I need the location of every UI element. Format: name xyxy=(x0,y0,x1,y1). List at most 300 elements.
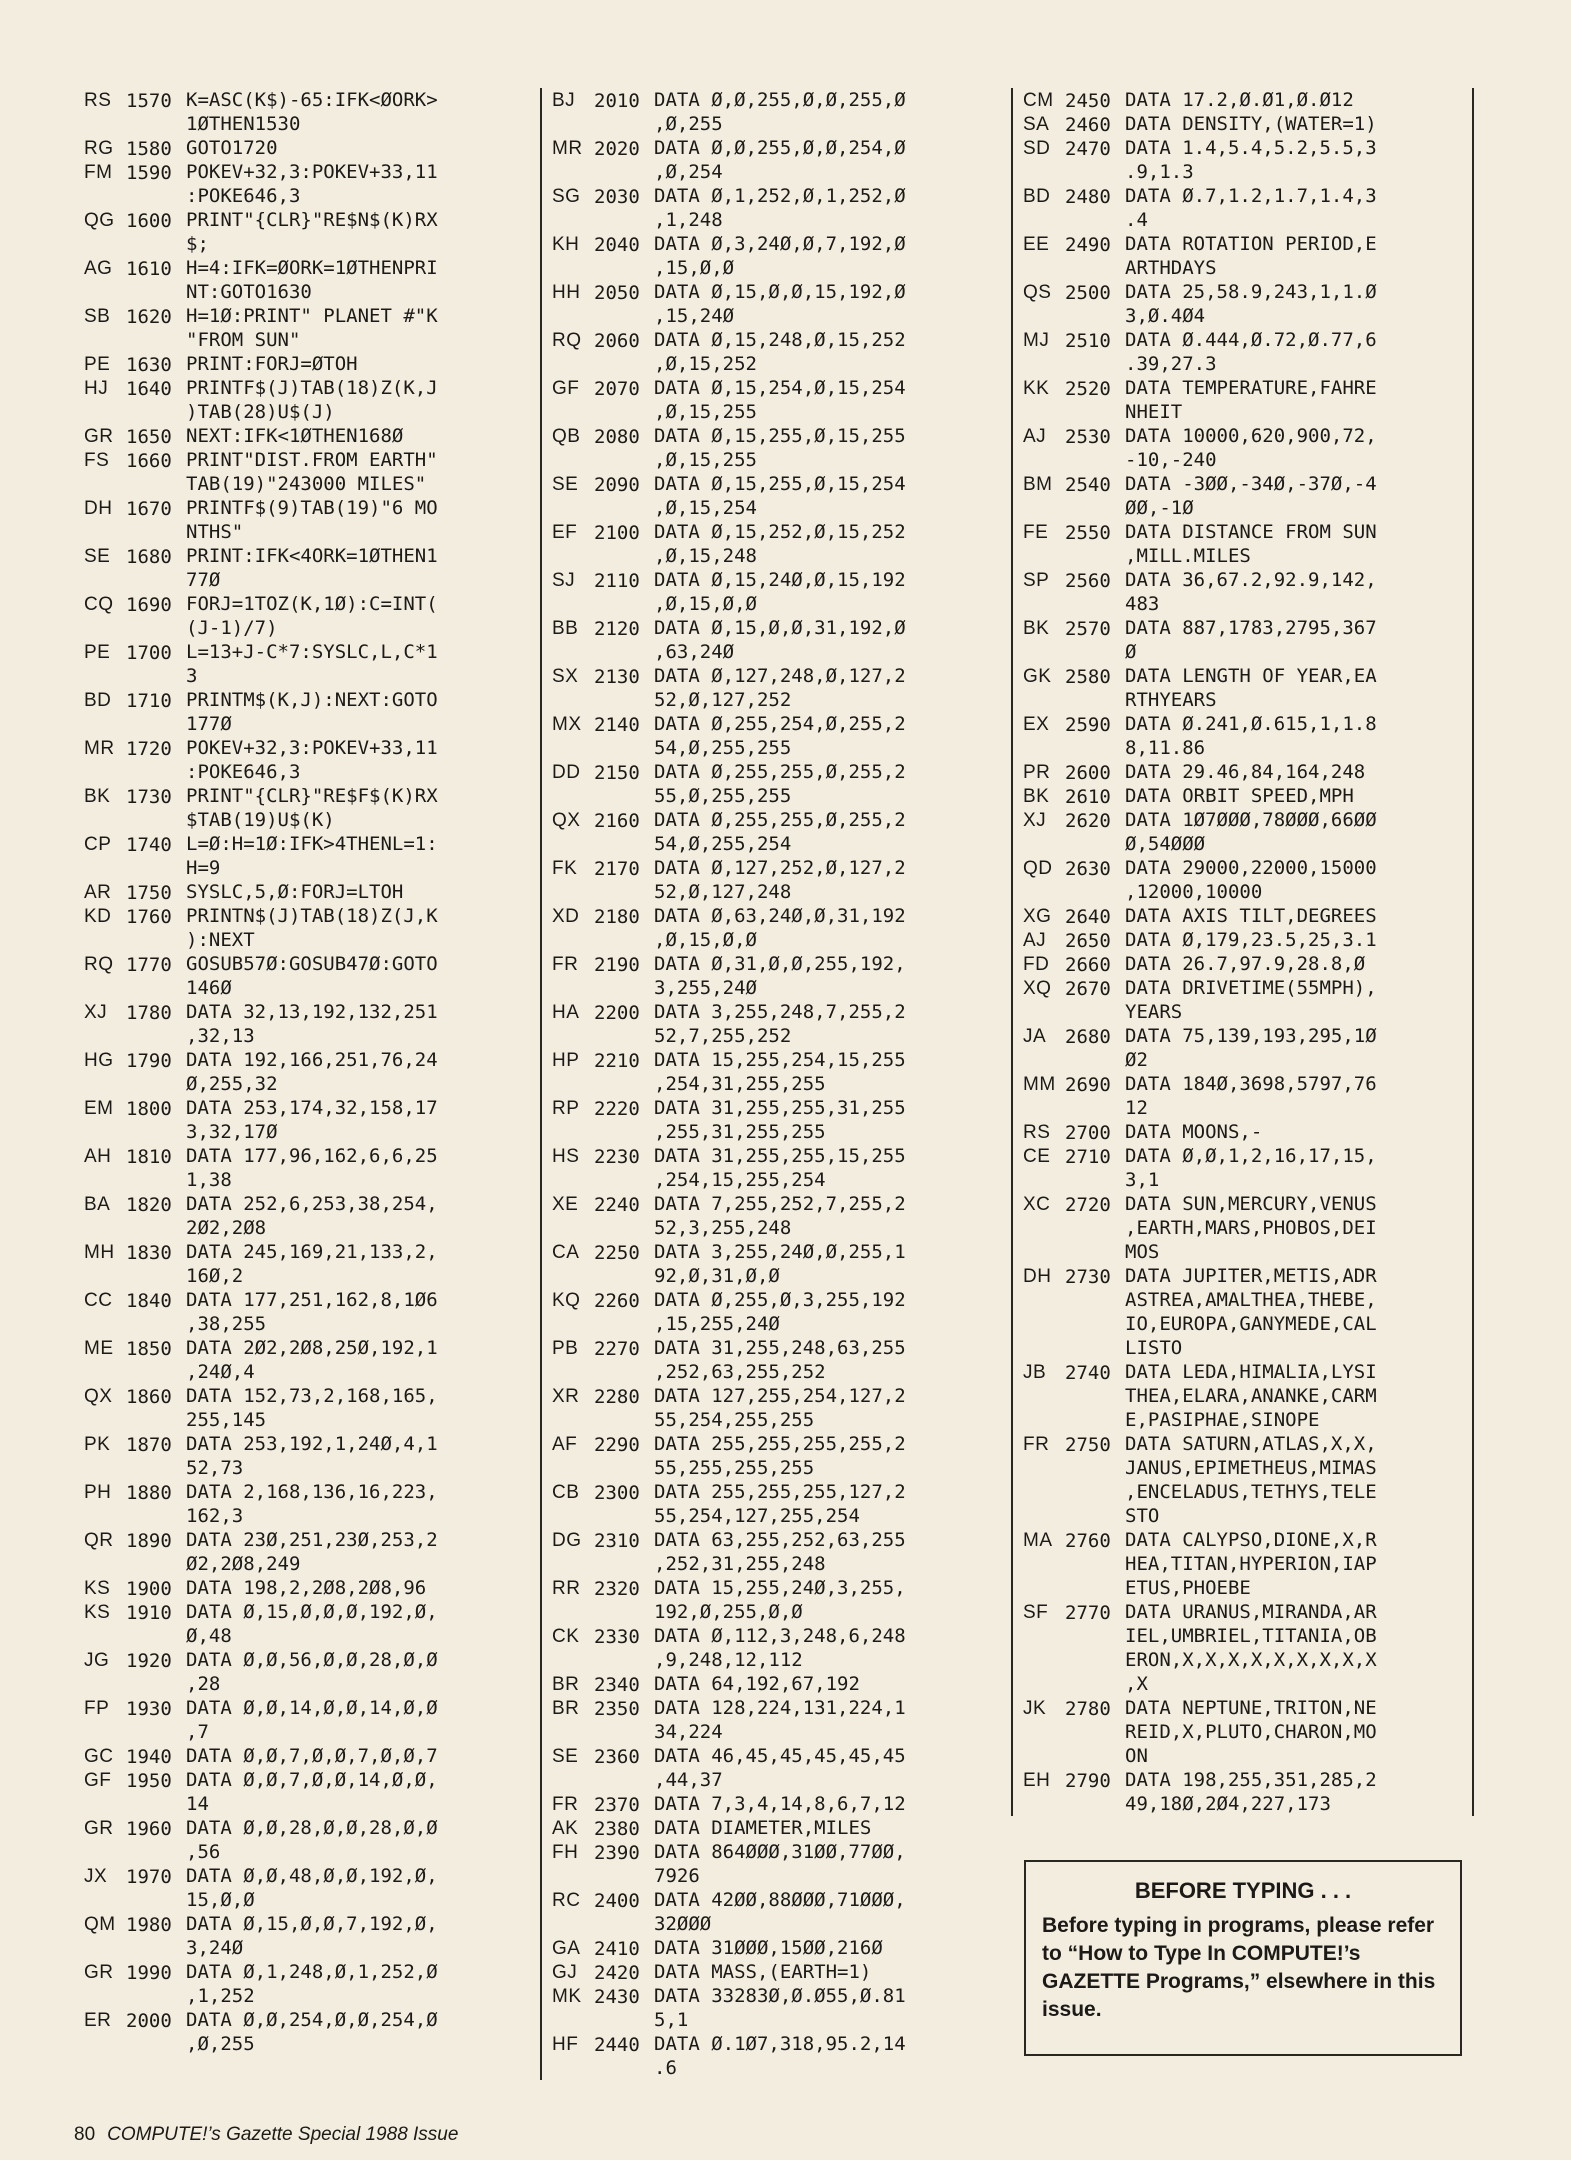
line-number: 1760 xyxy=(126,906,172,928)
basic-statement: PRINT:IFK<4ORK=1ØTHEN1 77Ø xyxy=(186,545,438,591)
program-line xyxy=(542,1432,1013,1480)
program-line xyxy=(1013,664,1472,712)
line-number: 1860 xyxy=(126,1386,172,1408)
program-line xyxy=(74,1480,544,1528)
checksum-code: GC xyxy=(84,1746,114,1767)
checksum-code: HP xyxy=(552,1050,580,1071)
basic-statement: DATA Ø,112,3,248,6,248 ,9,248,12,112 xyxy=(654,1625,906,1671)
program-line xyxy=(542,1936,1013,1960)
program-line xyxy=(1013,376,1472,424)
checksum-code: HG xyxy=(84,1050,114,1071)
basic-statement: PRINTF$(9)TAB(19)"6 MO NTHS" xyxy=(186,497,438,543)
basic-statement: DATA 46,45,45,45,45,45 ,44,37 xyxy=(654,1745,906,1791)
program-line xyxy=(1013,1696,1472,1768)
checksum-code: SX xyxy=(552,666,579,687)
line-number: 2630 xyxy=(1065,858,1111,880)
basic-statement: DATA Ø,15,248,Ø,15,252 ,Ø,15,252 xyxy=(654,329,906,375)
listing-column-1 xyxy=(74,88,544,2056)
program-line xyxy=(542,472,1013,520)
basic-statement: DATA 177,251,162,8,1Ø6 ,38,255 xyxy=(186,1289,438,1335)
basic-statement: DATA CALYPSO,DIONE,X,R HEA,TITAN,HYPERION,IAP ETUS,PHOEBE xyxy=(1125,1529,1377,1599)
basic-statement: DATA 198,255,351,285,2 49,18Ø,2Ø4,227,173 xyxy=(1125,1769,1377,1815)
basic-statement: DATA 31ØØØ,15ØØ,216Ø xyxy=(654,1937,883,1959)
line-number: 2610 xyxy=(1065,786,1111,808)
line-number: 2440 xyxy=(594,2034,640,2056)
program-line xyxy=(74,88,544,136)
program-line xyxy=(1013,280,1472,328)
basic-statement: DATA Ø,Ø,48,Ø,Ø,192,Ø, 15,Ø,Ø xyxy=(186,1865,438,1911)
checksum-code: QM xyxy=(84,1914,116,1935)
line-number: 2390 xyxy=(594,1842,640,1864)
program-line xyxy=(74,352,544,376)
line-number: 1780 xyxy=(126,1002,172,1024)
basic-statement: DATA SUN,MERCURY,VENUS ,EARTH,MARS,PHOBOS,DEI MOS xyxy=(1125,1193,1377,1263)
line-number: 1580 xyxy=(126,138,172,160)
checksum-code: XE xyxy=(552,1194,579,1215)
program-line xyxy=(74,1864,544,1912)
basic-statement: DATA Ø,255,Ø,3,255,192 ,15,255,24Ø xyxy=(654,1289,906,1335)
checksum-code: PH xyxy=(84,1482,112,1503)
basic-statement: DATA 1.4,5.4,5.2,5.5,3 .9,1.3 xyxy=(1125,137,1377,183)
line-number: 2270 xyxy=(594,1338,640,1360)
basic-statement: DATA 253,192,1,24Ø,4,1 52,73 xyxy=(186,1433,438,1479)
line-number: 2090 xyxy=(594,474,640,496)
checksum-code: HJ xyxy=(84,378,109,399)
checksum-code: EF xyxy=(552,522,578,543)
program-line xyxy=(542,1696,1013,1744)
basic-statement: GOTO1720 xyxy=(186,137,278,159)
program-line xyxy=(1013,1432,1472,1528)
checksum-code: JG xyxy=(84,1650,110,1671)
basic-statement: DATA ROTATION PERIOD,E ARTHDAYS xyxy=(1125,233,1377,279)
program-line xyxy=(542,1672,1013,1696)
basic-statement: DATA Ø,15,255,Ø,15,255 ,Ø,15,255 xyxy=(654,425,906,471)
basic-statement: DATA Ø,1,248,Ø,1,252,Ø ,1,252 xyxy=(186,1961,438,2007)
checksum-code: GR xyxy=(84,1818,114,1839)
basic-statement: DATA 3,255,24Ø,Ø,255,1 92,Ø,31,Ø,Ø xyxy=(654,1241,906,1287)
basic-statement: PRINT:FORJ=ØTOH xyxy=(186,353,358,375)
line-number: 2490 xyxy=(1065,234,1111,256)
listing-column-3 xyxy=(1011,88,1474,1816)
line-number: 2350 xyxy=(594,1698,640,1720)
basic-statement: DATA 31,255,248,63,255 ,252,63,255,252 xyxy=(654,1337,906,1383)
program-line xyxy=(542,904,1013,952)
line-number: 2590 xyxy=(1065,714,1111,736)
basic-statement: DATA URANUS,MIRANDA,AR IEL,UMBRIEL,TITANIA,OB ERON,X,X,X,X,X,X,X,X,X ,X xyxy=(1125,1601,1377,1695)
checksum-code: HA xyxy=(552,1002,580,1023)
program-line xyxy=(74,496,544,544)
basic-statement: L=Ø:H=1Ø:IFK>4THENL=1: H=9 xyxy=(186,833,438,879)
line-number: 1970 xyxy=(126,1866,172,1888)
program-line xyxy=(542,184,1013,232)
line-number: 2510 xyxy=(1065,330,1111,352)
line-number: 2640 xyxy=(1065,906,1111,928)
checksum-code: XQ xyxy=(1023,978,1052,999)
before-typing-title: BEFORE TYPING . . . xyxy=(1134,1878,1352,1903)
program-line xyxy=(74,1384,544,1432)
basic-statement: DATA 127,255,254,127,2 55,254,255,255 xyxy=(654,1385,906,1431)
line-number: 2130 xyxy=(594,666,640,688)
checksum-code: BD xyxy=(1023,186,1051,207)
checksum-code: DD xyxy=(552,762,581,783)
checksum-code: FD xyxy=(1023,954,1050,975)
checksum-code: KS xyxy=(84,1602,111,1623)
checksum-code: RC xyxy=(552,1890,581,1911)
program-line xyxy=(542,616,1013,664)
program-line xyxy=(1013,616,1472,664)
checksum-code: MR xyxy=(84,738,115,759)
program-line xyxy=(542,664,1013,712)
program-line xyxy=(1013,1360,1472,1432)
basic-statement: L=13+J-C*7:SYSLC,L,C*1 3 xyxy=(186,641,438,687)
publication-title: COMPUTE!’s Gazette Special 1988 Issue xyxy=(107,2124,459,2145)
program-line xyxy=(74,448,544,496)
basic-statement: DATA Ø,Ø,56,Ø,Ø,28,Ø,Ø ,28 xyxy=(186,1649,438,1695)
line-number: 1900 xyxy=(126,1578,172,1600)
program-line xyxy=(74,832,544,880)
program-line xyxy=(1013,232,1472,280)
program-line xyxy=(542,808,1013,856)
line-number: 2500 xyxy=(1065,282,1111,304)
basic-statement: DATA MOONS,- xyxy=(1125,1121,1263,1143)
checksum-code: RP xyxy=(552,1098,580,1119)
basic-statement: DATA DISTANCE FROM SUN ,MILL.MILES xyxy=(1125,521,1377,567)
basic-statement: DATA Ø,15,252,Ø,15,252 ,Ø,15,248 xyxy=(654,521,906,567)
checksum-code: SD xyxy=(1023,138,1051,159)
checksum-code: RQ xyxy=(552,330,582,351)
program-line xyxy=(542,1960,1013,1984)
checksum-code: BK xyxy=(84,786,111,807)
program-line xyxy=(74,376,544,424)
checksum-code: XJ xyxy=(84,1002,108,1023)
line-number: 2370 xyxy=(594,1794,640,1816)
program-line xyxy=(1013,1528,1472,1600)
basic-statement: NEXT:IFK<1ØTHEN168Ø xyxy=(186,425,404,447)
basic-statement: DATA Ø,3,24Ø,Ø,7,192,Ø ,15,Ø,Ø xyxy=(654,233,906,279)
checksum-code: QD xyxy=(1023,858,1053,879)
line-number: 2450 xyxy=(1065,90,1111,112)
basic-statement: POKEV+32,3:POKEV+33,11 :POKE646,3 xyxy=(186,737,438,783)
checksum-code: AR xyxy=(84,882,112,903)
program-line xyxy=(1013,472,1472,520)
line-number: 2020 xyxy=(594,138,640,160)
checksum-code: QX xyxy=(552,810,581,831)
basic-statement: DATA 2Ø2,2Ø8,25Ø,192,1 ,24Ø,4 xyxy=(186,1337,438,1383)
checksum-code: PB xyxy=(552,1338,579,1359)
checksum-code: EX xyxy=(1023,714,1050,735)
basic-statement: DATA Ø,15,255,Ø,15,254 ,Ø,15,254 xyxy=(654,473,906,519)
program-line xyxy=(542,1984,1013,2032)
line-number: 2560 xyxy=(1065,570,1111,592)
checksum-code: KS xyxy=(84,1578,111,1599)
checksum-code: AJ xyxy=(1023,930,1047,951)
basic-statement: DATA Ø.241,Ø.615,1,1.8 8,11.86 xyxy=(1125,713,1377,759)
line-number: 2360 xyxy=(594,1746,640,1768)
program-line xyxy=(1013,952,1472,976)
checksum-code: PE xyxy=(84,354,111,375)
checksum-code: BD xyxy=(84,690,112,711)
checksum-code: QB xyxy=(552,426,581,447)
basic-statement: DATA Ø,15,24Ø,Ø,15,192 ,Ø,15,Ø,Ø xyxy=(654,569,906,615)
line-number: 1870 xyxy=(126,1434,172,1456)
checksum-code: PK xyxy=(84,1434,111,1455)
line-number: 2200 xyxy=(594,1002,640,1024)
program-line xyxy=(74,1240,544,1288)
program-line xyxy=(74,256,544,304)
checksum-code: FS xyxy=(84,450,110,471)
checksum-code: RQ xyxy=(84,954,114,975)
basic-statement: DATA SATURN,ATLAS,X,X, JANUS,EPIMETHEUS,MIMAS ,ENCELADUS,TETHYS,TELE STO xyxy=(1125,1433,1377,1527)
basic-statement: DATA 7,255,252,7,255,2 52,3,255,248 xyxy=(654,1193,906,1239)
basic-statement: DATA 255,255,255,127,2 55,254,127,255,254 xyxy=(654,1481,906,1527)
program-line xyxy=(74,1096,544,1144)
line-number: 1700 xyxy=(126,642,172,664)
checksum-code: DG xyxy=(552,1530,582,1551)
line-number: 2120 xyxy=(594,618,640,640)
line-number: 2280 xyxy=(594,1386,640,1408)
basic-statement: SYSLC,5,Ø:FORJ=LTOH xyxy=(186,881,404,903)
basic-statement: H=1Ø:PRINT" PLANET #"K "FROM SUN" xyxy=(186,305,438,351)
basic-statement: DATA Ø,Ø,7,Ø,Ø,14,Ø,Ø, 14 xyxy=(186,1769,438,1815)
checksum-code: FR xyxy=(552,1794,579,1815)
checksum-code: MH xyxy=(84,1242,115,1263)
line-number: 2400 xyxy=(594,1890,640,1912)
line-number: 2600 xyxy=(1065,762,1111,784)
checksum-code: CC xyxy=(84,1290,113,1311)
program-line xyxy=(542,1240,1013,1288)
checksum-code: MR xyxy=(552,138,583,159)
before-typing-text: Before typing in programs, please refer to “How to Type In COMPUTE!’s GAZETTE Programs,” elsewhere in this issue. xyxy=(1042,1914,1436,2021)
checksum-code: RS xyxy=(1023,1122,1051,1143)
line-number: 2710 xyxy=(1065,1146,1111,1168)
line-number: 2030 xyxy=(594,186,640,208)
checksum-code: BA xyxy=(84,1194,111,1215)
program-line xyxy=(542,520,1013,568)
basic-statement: DATA 64,192,67,192 xyxy=(654,1673,860,1695)
checksum-code: BM xyxy=(1023,474,1053,495)
line-number: 2540 xyxy=(1065,474,1111,496)
checksum-code: AJ xyxy=(1023,426,1047,447)
program-line xyxy=(1013,568,1472,616)
page-footer xyxy=(74,2124,458,2146)
line-number: 2150 xyxy=(594,762,640,784)
line-number: 2080 xyxy=(594,426,640,448)
basic-statement: DATA 192,166,251,76,24 Ø,255,32 xyxy=(186,1049,438,1095)
program-line xyxy=(1013,112,1472,136)
line-number: 2180 xyxy=(594,906,640,928)
basic-statement: DATA Ø.444,Ø.72,Ø.77,6 .39,27.3 xyxy=(1125,329,1377,375)
basic-statement: DATA Ø,Ø,1,2,16,17,15, 3,1 xyxy=(1125,1145,1377,1191)
basic-statement: DATA -3ØØ,-34Ø,-37Ø,-4 ØØ,-1Ø xyxy=(1125,473,1377,519)
checksum-code: SJ xyxy=(552,570,576,591)
basic-statement: PRINTN$(J)TAB(18)Z(J,K ):NEXT xyxy=(186,905,438,951)
line-number: 1910 xyxy=(126,1602,172,1624)
program-line xyxy=(1013,424,1472,472)
basic-statement: DATA 31,255,255,15,255 ,254,15,255,254 xyxy=(654,1145,906,1191)
basic-statement: DATA Ø,Ø,254,Ø,Ø,254,Ø ,Ø,255 xyxy=(186,2009,438,2055)
program-line xyxy=(1013,904,1472,928)
line-number: 2250 xyxy=(594,1242,640,1264)
line-number: 2550 xyxy=(1065,522,1111,544)
basic-statement: DATA 887,1783,2795,367 Ø xyxy=(1125,617,1377,663)
line-number: 2660 xyxy=(1065,954,1111,976)
checksum-code: MJ xyxy=(1023,330,1050,351)
line-number: 2790 xyxy=(1065,1770,1111,1792)
basic-statement: DATA 245,169,21,133,2, 16Ø,2 xyxy=(186,1241,438,1287)
program-line xyxy=(542,136,1013,184)
basic-statement: DATA NEPTUNE,TRITON,NE REID,X,PLUTO,CHARON,MO ON xyxy=(1125,1697,1377,1767)
program-line xyxy=(1013,520,1472,568)
line-number: 1670 xyxy=(126,498,172,520)
program-line xyxy=(542,328,1013,376)
checksum-code: MA xyxy=(1023,1530,1053,1551)
program-line xyxy=(542,280,1013,328)
basic-statement: DATA 152,73,2,168,165, 255,145 xyxy=(186,1385,438,1431)
checksum-code: SB xyxy=(84,306,111,327)
checksum-code: RS xyxy=(84,90,112,111)
checksum-code: CK xyxy=(552,1626,580,1647)
checksum-code: AH xyxy=(84,1146,112,1167)
basic-statement: DATA Ø,31,Ø,Ø,255,192, 3,255,24Ø xyxy=(654,953,906,999)
program-line xyxy=(542,1288,1013,1336)
checksum-code: AK xyxy=(552,1818,579,1839)
checksum-code: GR xyxy=(84,426,114,447)
line-number: 2230 xyxy=(594,1146,640,1168)
checksum-code: SA xyxy=(1023,114,1050,135)
program-line xyxy=(542,1744,1013,1792)
line-number: 1630 xyxy=(126,354,172,376)
basic-statement: DATA Ø,15,Ø,Ø,15,192,Ø ,15,24Ø xyxy=(654,281,906,327)
program-line xyxy=(74,136,544,160)
checksum-code: SF xyxy=(1023,1602,1049,1623)
basic-statement: POKEV+32,3:POKEV+33,11 :POKE646,3 xyxy=(186,161,438,207)
program-line xyxy=(74,1576,544,1600)
checksum-code: CP xyxy=(84,834,112,855)
basic-statement: H=4:IFK=ØORK=1ØTHENPRI NT:GOTO1630 xyxy=(186,257,438,303)
program-line xyxy=(542,2032,1013,2080)
checksum-code: XC xyxy=(1023,1194,1051,1215)
line-number: 1920 xyxy=(126,1650,172,1672)
basic-statement: DATA 29000,22000,15000 ,12000,10000 xyxy=(1125,857,1377,903)
basic-statement: FORJ=1TOZ(K,1Ø):C=INT( (J-1)/7) xyxy=(186,593,438,639)
program-line xyxy=(74,1696,544,1744)
checksum-code: AG xyxy=(84,258,113,279)
checksum-code: FR xyxy=(552,954,579,975)
line-number: 2220 xyxy=(594,1098,640,1120)
checksum-code: EM xyxy=(84,1098,114,1119)
line-number: 2260 xyxy=(594,1290,640,1312)
line-number: 1590 xyxy=(126,162,172,184)
checksum-code: HF xyxy=(552,2034,579,2055)
line-number: 1690 xyxy=(126,594,172,616)
line-number: 1740 xyxy=(126,834,172,856)
program-line xyxy=(74,1432,544,1480)
basic-statement: DATA 7,3,4,14,8,6,7,12 xyxy=(654,1793,906,1815)
basic-statement: DATA Ø,1,252,Ø,1,252,Ø ,1,248 xyxy=(654,185,906,231)
checksum-code: CE xyxy=(1023,1146,1051,1167)
program-line xyxy=(74,904,544,952)
checksum-code: FM xyxy=(84,162,113,183)
checksum-code: PE xyxy=(84,642,111,663)
program-line xyxy=(542,1096,1013,1144)
line-number: 1730 xyxy=(126,786,172,808)
program-line xyxy=(1013,784,1472,808)
program-line xyxy=(1013,184,1472,232)
basic-statement: DATA Ø,255,255,Ø,255,2 55,Ø,255,255 xyxy=(654,761,906,807)
basic-statement: PRINTM$(K,J):NEXT:GOTO 177Ø xyxy=(186,689,438,735)
program-line xyxy=(1013,1264,1472,1360)
program-line xyxy=(1013,328,1472,376)
basic-statement: DATA Ø,15,254,Ø,15,254 ,Ø,15,255 xyxy=(654,377,906,423)
line-number: 2160 xyxy=(594,810,640,832)
checksum-code: FH xyxy=(552,1842,579,1863)
line-number: 2670 xyxy=(1065,978,1111,1000)
listing-column-2 xyxy=(540,88,1013,2080)
line-number: 2780 xyxy=(1065,1698,1111,1720)
basic-statement: DATA 198,2,2Ø8,2Ø8,96 xyxy=(186,1577,427,1599)
program-line xyxy=(74,2008,544,2056)
checksum-code: MX xyxy=(552,714,582,735)
checksum-code: BJ xyxy=(552,90,576,111)
line-number: 2110 xyxy=(594,570,640,592)
basic-statement: GOSUB57Ø:GOSUB47Ø:GOTO 146Ø xyxy=(186,953,438,999)
checksum-code: MM xyxy=(1023,1074,1056,1095)
program-line xyxy=(74,736,544,784)
program-line xyxy=(74,1816,544,1864)
line-number: 1610 xyxy=(126,258,172,280)
line-number: 1680 xyxy=(126,546,172,568)
line-number: 2650 xyxy=(1065,930,1111,952)
checksum-code: SP xyxy=(1023,570,1050,591)
before-typing-box xyxy=(1024,1860,1462,2056)
checksum-code: SE xyxy=(84,546,111,567)
line-number: 2000 xyxy=(126,2010,172,2032)
line-number: 2240 xyxy=(594,1194,640,1216)
program-line xyxy=(1013,1192,1472,1264)
program-line xyxy=(1013,856,1472,904)
program-line xyxy=(542,1840,1013,1888)
basic-statement: DATA Ø,Ø,14,Ø,Ø,14,Ø,Ø ,7 xyxy=(186,1697,438,1743)
basic-statement: DATA Ø,255,255,Ø,255,2 54,Ø,255,254 xyxy=(654,809,906,855)
checksum-code: DH xyxy=(84,498,113,519)
basic-statement: DATA ORBIT SPEED,MPH xyxy=(1125,785,1354,807)
checksum-code: HS xyxy=(552,1146,580,1167)
line-number: 2530 xyxy=(1065,426,1111,448)
checksum-code: JA xyxy=(1023,1026,1047,1047)
program-line xyxy=(542,568,1013,616)
line-number: 2740 xyxy=(1065,1362,1111,1384)
checksum-code: JK xyxy=(1023,1698,1047,1719)
line-number: 1640 xyxy=(126,378,172,400)
line-number: 1840 xyxy=(126,1290,172,1312)
program-line xyxy=(74,640,544,688)
program-line xyxy=(74,1960,544,2008)
line-number: 2750 xyxy=(1065,1434,1111,1456)
checksum-code: MK xyxy=(552,1986,582,2007)
basic-statement: DATA AXIS TILT,DEGREES xyxy=(1125,905,1377,927)
line-number: 2310 xyxy=(594,1530,640,1552)
line-number: 2760 xyxy=(1065,1530,1111,1552)
line-number: 2460 xyxy=(1065,114,1111,136)
line-number: 2770 xyxy=(1065,1602,1111,1624)
checksum-code: DH xyxy=(1023,1266,1052,1287)
program-line xyxy=(1013,760,1472,784)
basic-statement: DATA Ø,127,248,Ø,127,2 52,Ø,127,252 xyxy=(654,665,906,711)
checksum-code: FE xyxy=(1023,522,1049,543)
program-line xyxy=(74,208,544,256)
basic-statement: DATA Ø,Ø,255,Ø,Ø,255,Ø ,Ø,255 xyxy=(654,89,906,135)
checksum-code: QS xyxy=(1023,282,1052,303)
